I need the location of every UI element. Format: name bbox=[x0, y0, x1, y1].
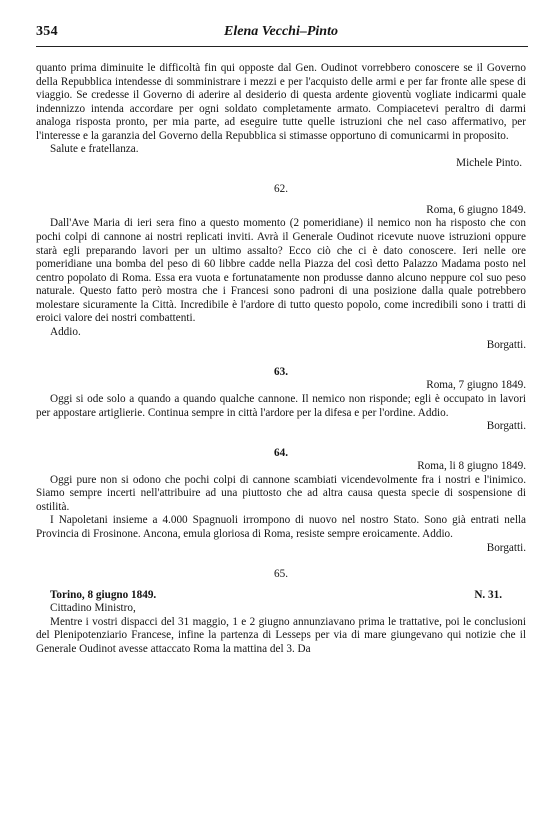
paragraph: Dall'Ave Maria di ieri sera fino a questo momento (2 pomeridiane) il nemico non ha risposto che con pochi colpi di cannone ai nostri replicati inviti. Avrà il Generale Oudinot ricevute nuove istruzioni oppure starà egli preparando lavori per un ultimo assalto? Ecco ciò che ci è dato conoscere. Ieri nelle ore pomeridiane una bomba del peso di 60 libbre cadde nella Piazza del così detto Palazzo Madama posto nel centro popolato di Roma. Essa era vuota e fortunatamente non produsse danno alcuno neppure col suo peso naturale. Questo fatto però mostra che i Francesi sono padroni di una posizione dalla quale potrebbero molestare sicuramente la Città. Incredibile è l'ardore di tutto questo popolo, come incredibili sono i tratti di eroici valore dei nostri combattenti. bbox=[36, 217, 526, 325]
closing-line: Salute e fratellanza. bbox=[50, 143, 139, 156]
dateline: Roma, 7 giugno 1849. bbox=[426, 379, 526, 392]
letter-number: 64. bbox=[274, 446, 288, 459]
paragraph: quanto prima diminuite le difficoltà fin qui opposte dal Gen. Oudinot vorrebbero conoscere se il Governo della Repubblica intendesse di somministrare i mezzi e per l'acquisto delle armi e per far fronte alle spese di viaggio. Se credesse il Governo di aderire al desiderio di questa ardente gioventù vogliate indicarmi quale indennizzo intenda accordare per ogni soldato completamente armato. Compiacetevi peraltro di darmi analoga risposta pronto, per mia parte, ad eseguire tutte quelle istruzioni che nel caso affermativo, per l'interesse e la garanzia del Governo della Repubblica si stimasse opportuno di comunicarmi in proposito. bbox=[36, 62, 526, 142]
letter-number: 63. bbox=[274, 365, 288, 378]
place-date: Torino, 8 giugno 1849. bbox=[50, 588, 157, 601]
body-text bbox=[36, 62, 526, 656]
header-rule bbox=[36, 46, 528, 47]
signature: Borgatti. bbox=[486, 541, 526, 554]
signature: Michele Pinto. bbox=[456, 156, 522, 169]
letter-number: 62. bbox=[274, 183, 288, 196]
dateline: Roma, 6 giugno 1849. bbox=[426, 203, 526, 216]
letter-number: 65. bbox=[274, 568, 288, 581]
page-header bbox=[36, 24, 526, 44]
letter-heading bbox=[36, 589, 526, 603]
reference-number: N. 31. bbox=[474, 588, 502, 601]
paragraph: Mentre i vostri dispacci del 31 maggio, 1 e 2 giugno annunziavano prima le trattative, poi le conclusioni del Plenipotenziario Francese, infine la partenza di Lesseps per via di mare giungevano qui notizie che il Generale Oudinot avesse attaccato Roma la mattina del 3. Da bbox=[36, 615, 526, 655]
page-number: 354 bbox=[36, 24, 58, 39]
paragraph: Oggi pure non si odono che pochi colpi di cannone scambiati vicendevolmente fra i nostri e l'inimico. Siamo sempre incerti nell'attribuire ad una piuttosto che ad altra causa questa specie di sospensione di ostilità. bbox=[36, 473, 526, 513]
paragraph: I Napoletani insieme a 4.000 Spagnuoli irrompono di nuovo nel nostro Stato. Sono già entrati nella Provincia di Frosinone. Ancona, emula gloriosa di Roma, resiste sempre eroicamente. Addio. bbox=[36, 514, 526, 540]
dateline: Roma, li 8 giugno 1849. bbox=[417, 460, 526, 473]
running-title: Elena Vecchi–Pinto bbox=[224, 24, 338, 39]
salutation: Cittadino Ministro, bbox=[50, 602, 136, 615]
signature: Borgatti. bbox=[486, 339, 526, 352]
paragraph: Oggi si ode solo a quando a quando qualche cannone. Il nemico non risponde; egli è occupato in lavori per appostare artiglierie. Continua sempre in città l'ardore per la difesa e per l'ordine. Addio. bbox=[36, 393, 526, 419]
signature: Borgatti. bbox=[486, 420, 526, 433]
closing-line: Addio. bbox=[50, 325, 81, 338]
